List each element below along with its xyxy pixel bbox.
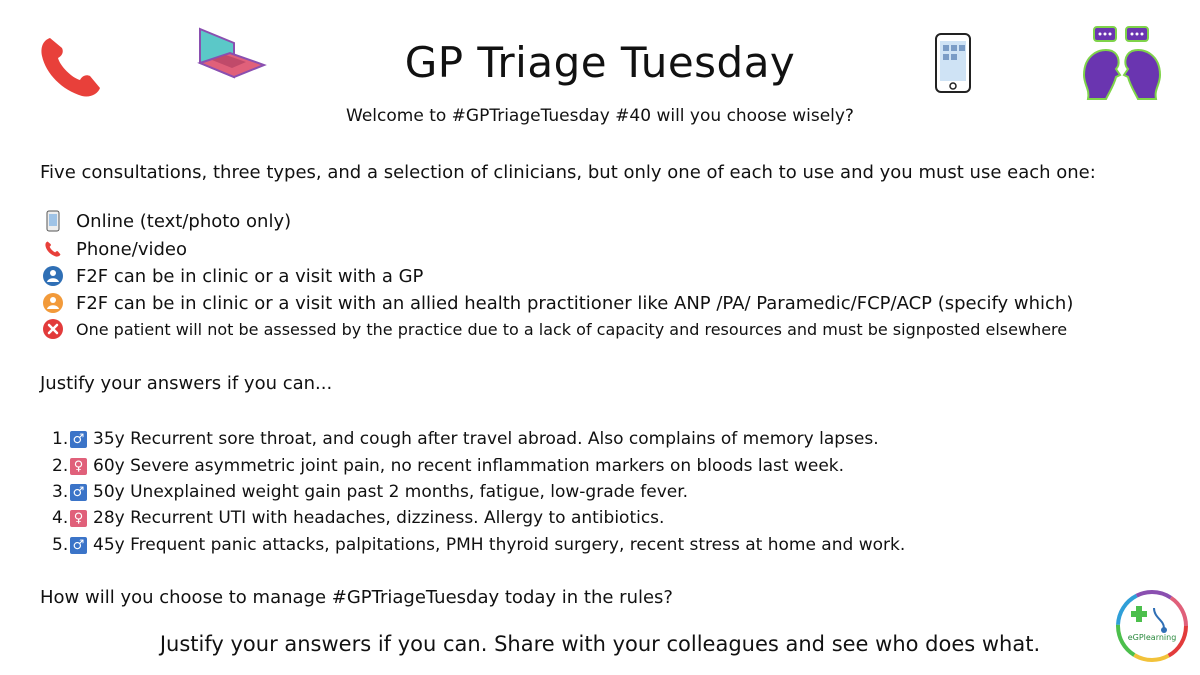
case-text: 60y Severe asymmetric joint pain, no recent inflammation markers on bloods last week. xyxy=(93,456,845,476)
case-number: 3. xyxy=(52,482,69,502)
option-label: F2F can be in clinic or a visit with an allied health practitioner like ANP /PA/ Paramedic/FCP/ACP (specify which) xyxy=(76,292,1074,314)
case-number: 2. xyxy=(52,456,69,476)
option-signpost xyxy=(42,318,1067,340)
list-item xyxy=(52,535,905,555)
intro-text: Five consultations, three types, and a selection of clinicians, but only one of each to use and you must use each one: xyxy=(40,162,1096,183)
justify-prompt: Justify your answers if you can... xyxy=(40,373,333,394)
case-text: 28y Recurrent UTI with headaches, dizziness. Allergy to antibiotics. xyxy=(93,508,665,528)
list-item xyxy=(52,482,688,502)
case-text: 45y Frequent panic attacks, palpitations, PMH thyroid surgery, recent stress at home and work. xyxy=(93,535,906,555)
page-title: GP Triage Tuesday xyxy=(404,38,796,87)
svg-text:eGPlearning: eGPlearning xyxy=(1127,633,1177,642)
option-label: One patient will not be assessed by the practice due to a lack of capacity and resources and must be signposted elsewhere xyxy=(76,319,1068,339)
mobile-phone-icon xyxy=(42,210,64,232)
question-text: How will you choose to manage #GPTriageTuesday today in the rules? xyxy=(40,587,673,608)
case-text: 35y Recurrent sore throat, and cough after travel abroad. Also complains of memory lapses. xyxy=(93,429,879,449)
case-number: 1. xyxy=(52,429,69,449)
case-number: 5. xyxy=(52,535,69,555)
male-sign-icon: ♂ xyxy=(70,431,87,448)
option-online xyxy=(42,210,291,232)
subtitle: Welcome to #GPTriageTuesday #40 will you choose wisely? xyxy=(346,106,854,126)
orange-person-icon xyxy=(42,292,64,314)
female-sign-icon: ♀ xyxy=(70,458,87,475)
option-gp xyxy=(42,265,423,287)
option-label: Phone/video xyxy=(76,238,187,260)
red-cross-icon xyxy=(42,318,64,340)
male-sign-icon: ♂ xyxy=(70,484,87,501)
case-text: 50y Unexplained weight gain past 2 months, fatigue, low-grade fever. xyxy=(93,482,689,502)
option-ahp xyxy=(42,292,1073,314)
option-label: Online (text/photo only) xyxy=(76,210,292,232)
female-sign-icon: ♀ xyxy=(70,510,87,527)
case-number: 4. xyxy=(52,508,69,528)
option-label: F2F can be in clinic or a visit with a GP xyxy=(76,265,424,287)
male-sign-icon: ♂ xyxy=(70,537,87,554)
list-item xyxy=(52,456,844,476)
list-item xyxy=(52,429,879,449)
phone-handset-icon xyxy=(42,238,64,260)
option-phone xyxy=(42,238,187,260)
egplearning-logo xyxy=(1114,588,1190,668)
footer-text: Justify your answers if you can. Share with your colleagues and see who does what. xyxy=(159,632,1041,656)
blue-person-icon xyxy=(42,265,64,287)
list-item xyxy=(52,508,664,528)
